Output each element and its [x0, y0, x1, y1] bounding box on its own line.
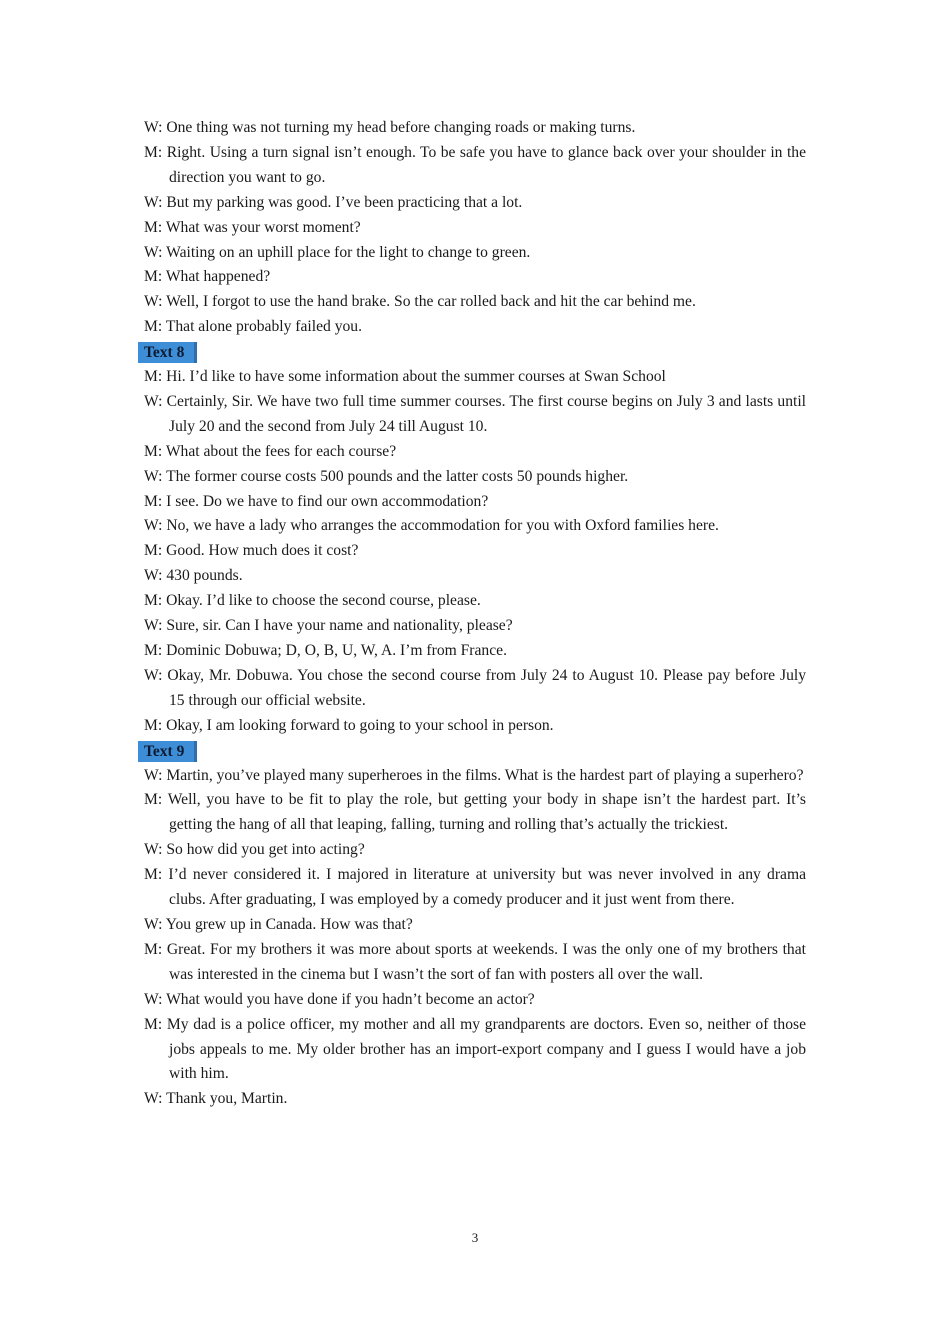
dialogue-line: W: The former course costs 500 pounds and the latter costs 50 pounds higher.: [144, 467, 629, 485]
dialogue-line: M: What was your worst moment?: [144, 218, 361, 236]
dialogue-line: W: Okay, Mr. Dobuwa. You chose the second course from July 24 to August 10. Please pay before July 15 through our official website.: [144, 666, 807, 709]
text8-heading-row: [144, 340, 806, 365]
dialogue-line: W: 430 pounds.: [144, 567, 243, 585]
page-number: 3: [471, 1230, 479, 1245]
dialogue-line: M: Okay, I am looking forward to going to your school in person.: [144, 716, 554, 734]
dialogue-line: M: What happened?: [144, 268, 271, 286]
dialogue-line: M: I’d never considered it. I majored in literature at university but was never involved in any drama clubs. After graduating, I was employed by a comedy producer and it just went from there.: [144, 866, 806, 909]
dialogue-line: M: Hi. I’d like to have some information about the summer courses at Swan School: [144, 368, 666, 386]
text8-badge: Text 8: [138, 342, 197, 363]
dialogue-line: W: So how did you get into acting?: [144, 841, 365, 859]
dialogue-line: W: Martin, you’ve played many superheroes in the films. What is the hardest part of playing a superhero?: [144, 766, 804, 784]
dialogue-line: W: No, we have a lady who arranges the accommodation for you with Oxford families here.: [144, 517, 719, 535]
dialogue-line: W: Certainly, Sir. We have two full time summer courses. The first course begins on July 3 and lasts until July 20 and the second from July 24 till August 10.: [144, 392, 806, 435]
dialogue-line: M: I see. Do we have to find our own accommodation?: [144, 492, 489, 510]
dialogue-line: M: Okay. I’d like to choose the second course, please.: [144, 592, 481, 610]
text8-dialogue: [144, 365, 806, 739]
dialogue-line: W: Well, I forgot to use the hand brake. So the car rolled back and hit the car behind me.: [144, 293, 696, 311]
text9-dialogue: [144, 764, 806, 1113]
text9-heading-row: [144, 739, 806, 764]
transcript-body: [144, 116, 806, 1112]
text7-continuation: [144, 116, 806, 340]
dialogue-line: M: Great. For my brothers it was more about sports at weekends. I was the only one of my brothers that was interested in the cinema but I wasn’t the sort of fan with posters all over the wall.: [144, 940, 806, 983]
dialogue-line: M: Good. How much does it cost?: [144, 542, 359, 560]
dialogue-line: M: Right. Using a turn signal isn’t enough. To be safe you have to glance back over your shoulder in the direction you want to go.: [144, 143, 807, 186]
dialogue-line: W: Sure, sir. Can I have your name and nationality, please?: [144, 617, 513, 635]
dialogue-line: W: But my parking was good. I’ve been practicing that a lot.: [144, 193, 523, 211]
dialogue-line: W: You grew up in Canada. How was that?: [144, 915, 413, 933]
dialogue-line: M: Dominic Dobuwa; D, O, B, U, W, A. I’m from France.: [144, 642, 507, 660]
dialogue-line: M: What about the fees for each course?: [144, 442, 397, 460]
dialogue-line: W: Waiting on an uphill place for the light to change to green.: [144, 243, 531, 261]
dialogue-line: M: That alone probably failed you.: [144, 318, 362, 336]
dialogue-line: W: What would you have done if you hadn’t become an actor?: [144, 990, 535, 1008]
dialogue-line: W: Thank you, Martin.: [144, 1090, 288, 1108]
dialogue-line: W: One thing was not turning my head before changing roads or making turns.: [144, 119, 636, 136]
dialogue-line: M: My dad is a police officer, my mother and all my grandparents are doctors. Even so, neither of those jobs appeals to me. My older brother has an import-export company and I guess I would have a job with him.: [144, 1015, 806, 1083]
dialogue-line: M: Well, you have to be fit to play the role, but getting your body in shape isn’t the hardest part. It’s getting the hang of all that leaping, falling, turning and rolling that’s actually the trickiest.: [144, 791, 806, 834]
text9-badge: Text 9: [138, 741, 197, 762]
